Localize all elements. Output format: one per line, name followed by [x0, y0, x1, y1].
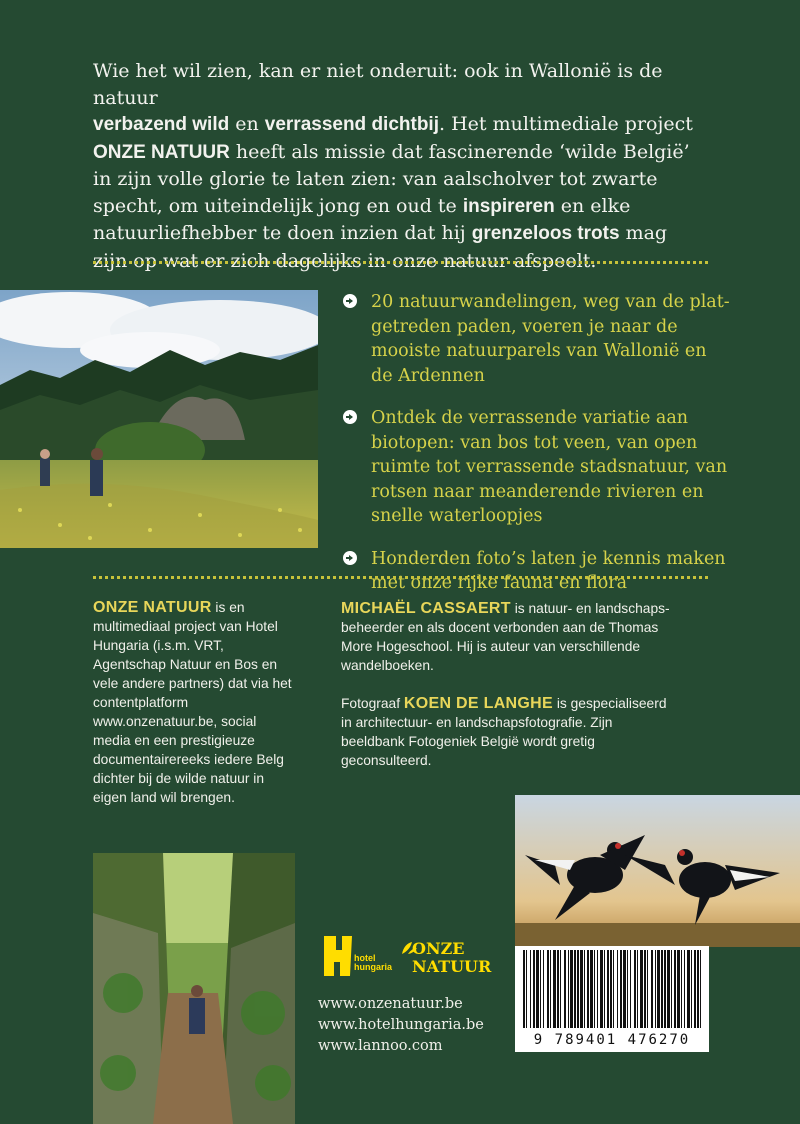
- barcode-bar: [540, 950, 541, 1028]
- barcode-bar: [651, 950, 653, 1028]
- barcode-bar: [557, 950, 559, 1028]
- barcode-bar: [577, 950, 579, 1028]
- barcode-bar: [530, 950, 531, 1028]
- barcode-bar: [547, 950, 549, 1028]
- barcode-bar: [553, 950, 556, 1028]
- barcode-bar: [564, 950, 566, 1028]
- barcode-bar: [684, 950, 685, 1028]
- dotted-divider-top: [93, 261, 708, 264]
- barcode-bar: [644, 950, 646, 1028]
- barcode-bar: [691, 950, 692, 1028]
- barcode-bar: [613, 950, 614, 1028]
- website-links: [318, 994, 518, 1057]
- barcode-bar: [694, 950, 696, 1028]
- barcode-bar: [580, 950, 583, 1028]
- logo-text: NATUUR: [412, 957, 492, 976]
- onze-natuur-logo: [400, 938, 490, 982]
- barcode-bar: [623, 950, 626, 1028]
- logo-text: hotel: [354, 953, 376, 963]
- barcode-bar: [560, 950, 561, 1028]
- barcode-bar: [617, 950, 618, 1028]
- barcode-bar: [607, 950, 609, 1028]
- barcode-bar: [674, 950, 676, 1028]
- onze-natuur-description: [93, 598, 293, 807]
- intro-text: heeft als missie dat fascinerende ‘wilde België’ in zijn volle glorie te laten zien: van aalscholver tot zwarte specht, om uiteindelijk jong en oud te: [93, 140, 690, 217]
- barcode-bar: [667, 950, 670, 1028]
- barcode-bar: [634, 950, 636, 1028]
- bullet-item: [341, 406, 731, 529]
- author-bio-delanghe: [341, 694, 671, 770]
- arrow-right-icon: [343, 294, 357, 308]
- photo-walkers: [0, 290, 318, 548]
- barcode-bar: [657, 950, 660, 1028]
- barcode-bar: [664, 950, 666, 1028]
- author-bio-cassaert: [341, 599, 671, 675]
- barcode-bar: [590, 950, 593, 1028]
- url-onzenatuur[interactable]: www.onzenatuur.be: [318, 996, 463, 1012]
- isbn-number: 9 789401 476270: [533, 1032, 691, 1048]
- intro-paragraph: [93, 58, 693, 274]
- barcode-bar: [661, 950, 663, 1028]
- barcode-bar: [543, 950, 544, 1028]
- barcode-bar: [620, 950, 622, 1028]
- author-name: KOEN DE LANGHE: [403, 695, 553, 712]
- barcode-bar: [523, 950, 525, 1028]
- barcode-bar: [637, 950, 638, 1028]
- barcode-bar: [536, 950, 539, 1028]
- dotted-divider-middle: [93, 576, 708, 579]
- bullet-text: Ontdek de verrassende variatie aan biotopen: van bos tot veen, van open ruimte tot verrassende stadsnatuur, van rotsen naar meanderende rivieren en snelle waterloopjes: [371, 408, 728, 526]
- intro-bold: grenzeloos trots: [471, 223, 620, 244]
- intro-text: . Het multimediale project: [439, 113, 693, 135]
- barcode-bar: [550, 950, 551, 1028]
- author-prefix: Fotograaf: [341, 696, 404, 711]
- bullet-text: 20 natuurwandelingen, weg van de plat-getreden paden, voeren je naar de mooiste natuurparels van Wallonië en de Ardennen: [371, 292, 730, 386]
- barcode-bar: [700, 950, 701, 1028]
- intro-bold: verrassend dichtbij: [264, 114, 439, 135]
- barcode-bar: [681, 950, 682, 1028]
- bullet-text: Honderden foto’s laten je kennis maken met onze rijke fauna en flora: [371, 548, 726, 593]
- photo-forest-gorge: [93, 853, 295, 1124]
- photo-black-grouse: [515, 795, 800, 947]
- barcode-bar: [587, 950, 589, 1028]
- author-name: MICHAËL CASSAERT: [341, 600, 511, 617]
- intro-text: mag zijn op wat er zich dagelijks in onze natuur afspeelt.: [93, 222, 668, 272]
- barcode-bar: [677, 950, 680, 1028]
- barcode-bar: [655, 950, 656, 1028]
- barcode-bar: [597, 950, 598, 1028]
- intro-text: Wie het wil zien, kan er niet onderuit: ook in Wallonië is de natuur: [93, 60, 663, 109]
- isbn-barcode: [515, 946, 709, 1052]
- bullet-item: [341, 547, 731, 596]
- barcode-bar: [610, 950, 612, 1028]
- barcode-bar: [604, 950, 605, 1028]
- arrow-right-icon: [343, 551, 357, 565]
- barcode-bar: [568, 950, 569, 1028]
- barcode-bar: [697, 950, 699, 1028]
- barcode-bar: [600, 950, 603, 1028]
- barcode-bar: [533, 950, 535, 1028]
- author-bios: [341, 599, 671, 770]
- barcode-bar: [584, 950, 585, 1028]
- author-text: is natuur- en landschaps-beheerder en als docent verbonden aan de Thomas More Hogeschool. Hij is auteur van verschillende wandelboeken.: [341, 601, 670, 673]
- barcode-bars: [523, 950, 701, 1028]
- logo-text: ONZE: [412, 939, 465, 958]
- intro-text: en elke natuurliefhebber te doen inzien dat hij: [93, 194, 631, 244]
- onze-natuur-text: is en multimediaal project van Hotel Hungaria (i.s.m. VRT, Agentschap Natuur en Bos en vele andere partners) dat via het contentplatform www.onzenatuur.be, social media en een prestigieuze documentairereeks iedere Belg dichter bij de wilde natuur in eigen land wil brengen.: [93, 600, 292, 805]
- intro-bold: verbazend wild: [93, 114, 230, 135]
- barcode-bar: [526, 950, 527, 1028]
- author-text: is gespecialiseerd in architectuur- en landschapsfotografie. Zijn beeldbank Fotogeniek België wordt gretig geconsulteerd.: [341, 696, 667, 768]
- barcode-bar: [627, 950, 628, 1028]
- onze-natuur-name: ONZE NATUUR: [93, 599, 212, 616]
- intro-text: en: [229, 113, 265, 135]
- barcode-bar: [630, 950, 631, 1028]
- barcode-bar: [671, 950, 672, 1028]
- bullet-item: [341, 290, 731, 388]
- barcode-bar: [594, 950, 595, 1028]
- intro-bold: inspireren: [462, 195, 555, 217]
- logo-text: hungaria: [354, 962, 393, 972]
- barcode-bar: [647, 950, 648, 1028]
- bullet-list: [341, 290, 731, 614]
- barcode-bar: [570, 950, 573, 1028]
- arrow-right-icon: [343, 410, 357, 424]
- intro-bold: ONZE NATUUR: [93, 141, 230, 163]
- barcode-bar: [687, 950, 690, 1028]
- url-lannoo[interactable]: www.lannoo.com: [318, 1038, 443, 1054]
- barcode-bar: [640, 950, 643, 1028]
- hotel-hungaria-logo: [322, 932, 392, 982]
- url-hotelhungaria[interactable]: www.hotelhungaria.be: [318, 1017, 484, 1033]
- barcode-bar: [574, 950, 576, 1028]
